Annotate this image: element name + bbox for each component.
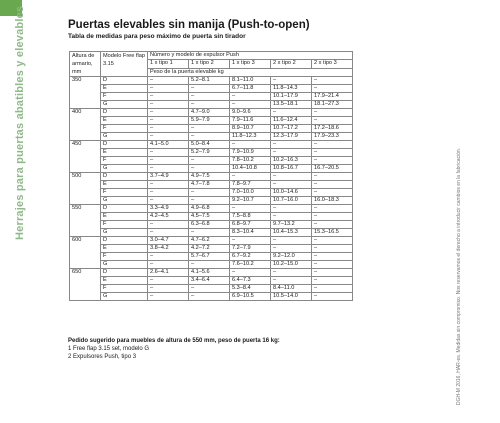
model-cell: F bbox=[101, 189, 148, 197]
table-row bbox=[70, 269, 353, 277]
order-suggestion-line: 2 Expulsores Push, tipo 3 bbox=[68, 354, 137, 360]
weight-cell: – bbox=[148, 229, 189, 237]
weight-cell: – bbox=[312, 77, 353, 85]
weight-cell: – bbox=[271, 277, 312, 285]
weight-cell: 17.9–21.4 bbox=[312, 93, 353, 101]
weight-cell: 4.7–7.8 bbox=[189, 181, 230, 189]
weight-cell: – bbox=[148, 181, 189, 189]
model-cell: E bbox=[101, 85, 148, 93]
weight-cell: – bbox=[189, 229, 230, 237]
weight-cell: – bbox=[148, 109, 189, 117]
model-cell: F bbox=[101, 93, 148, 101]
model-cell: G bbox=[101, 133, 148, 141]
weight-cell: – bbox=[271, 245, 312, 253]
weight-cell: – bbox=[312, 85, 353, 93]
table-row bbox=[70, 237, 353, 245]
weight-cell: 7.9–10.9 bbox=[230, 149, 271, 157]
weight-cell: 10.7–17.2 bbox=[271, 125, 312, 133]
weight-cell: – bbox=[189, 157, 230, 165]
weight-cell: 4.5–7.5 bbox=[189, 213, 230, 221]
weight-cell: – bbox=[271, 213, 312, 221]
model-cell: D bbox=[101, 173, 148, 181]
cabinet-height-cell: 600 bbox=[70, 237, 101, 269]
weight-cell: – bbox=[148, 133, 189, 141]
model-cell: D bbox=[101, 109, 148, 117]
weight-cell: – bbox=[148, 221, 189, 229]
weight-cell: – bbox=[148, 101, 189, 109]
model-cell: E bbox=[101, 245, 148, 253]
model-cell: E bbox=[101, 213, 148, 221]
column-header: 2 x tipo 2 bbox=[271, 60, 312, 68]
cabinet-height-cell: 650 bbox=[70, 269, 101, 301]
table-row bbox=[70, 221, 353, 229]
weight-cell: – bbox=[230, 269, 271, 277]
page-subtitle: Tabla de medidas para peso máximo de puerta sin tirador bbox=[68, 33, 246, 40]
table-row bbox=[70, 85, 353, 93]
weight-cell: – bbox=[271, 237, 312, 245]
weight-cell: – bbox=[148, 77, 189, 85]
weight-cell: 17.2–18.6 bbox=[312, 125, 353, 133]
weight-cell: 2.6–4.1 bbox=[148, 269, 189, 277]
column-header: 2 x tipo 3 bbox=[312, 60, 353, 68]
model-cell: F bbox=[101, 285, 148, 293]
weight-cell: – bbox=[271, 109, 312, 117]
weight-cell: 6.8–9.7 bbox=[230, 221, 271, 229]
weight-cell: – bbox=[148, 149, 189, 157]
weight-cell: – bbox=[230, 101, 271, 109]
weight-cell: – bbox=[312, 285, 353, 293]
model-cell: D bbox=[101, 237, 148, 245]
weight-cell: 10.2–15.0 bbox=[271, 261, 312, 269]
weight-cell: – bbox=[148, 165, 189, 173]
weight-cell: 10.2–16.3 bbox=[271, 157, 312, 165]
table-row bbox=[70, 293, 353, 301]
weight-cell: 6.3–6.8 bbox=[189, 221, 230, 229]
weight-cell: 10.5–14.0 bbox=[271, 293, 312, 301]
header-altura: Altura de armario, mm bbox=[70, 52, 101, 77]
order-suggestion-line: 1 Free flap 3.15 set, modelo G bbox=[68, 346, 150, 352]
weight-cell: 3.7–4.9 bbox=[148, 173, 189, 181]
column-header: 1 x tipo 2 bbox=[189, 60, 230, 68]
page-title: Puertas elevables sin manija (Push-to-open) bbox=[68, 19, 310, 31]
cabinet-height-cell: 350 bbox=[70, 77, 101, 109]
table-row bbox=[70, 125, 353, 133]
weight-cell: – bbox=[312, 141, 353, 149]
weight-cell: 10.0–14.6 bbox=[271, 189, 312, 197]
weight-cell: – bbox=[312, 261, 353, 269]
weight-cell: – bbox=[148, 125, 189, 133]
weight-cell: 4.9–6.8 bbox=[189, 205, 230, 213]
weight-cell: – bbox=[230, 93, 271, 101]
order-suggestion bbox=[68, 337, 280, 361]
weight-cell: – bbox=[189, 85, 230, 93]
weight-cell: – bbox=[312, 109, 353, 117]
weight-cell: 6.7–9.2 bbox=[230, 253, 271, 261]
table-row bbox=[70, 213, 353, 221]
model-cell: E bbox=[101, 149, 148, 157]
table-row bbox=[70, 77, 353, 85]
model-cell: E bbox=[101, 117, 148, 125]
weight-cell: 4.9–7.5 bbox=[189, 173, 230, 181]
weight-cell: – bbox=[312, 293, 353, 301]
weight-cell: 11.8–14.3 bbox=[271, 85, 312, 93]
weight-cell: – bbox=[189, 261, 230, 269]
model-cell: G bbox=[101, 293, 148, 301]
weight-cell: – bbox=[271, 205, 312, 213]
table-row bbox=[70, 205, 353, 213]
weight-cell: – bbox=[312, 157, 353, 165]
weight-cell: 4.1–5.0 bbox=[148, 141, 189, 149]
table-row bbox=[70, 277, 353, 285]
weight-cell: – bbox=[148, 117, 189, 125]
weight-cell: 3.0–4.7 bbox=[148, 237, 189, 245]
weight-cell: 12.3–17.9 bbox=[271, 133, 312, 141]
model-cell: G bbox=[101, 261, 148, 269]
weight-cell: 9.2–12.0 bbox=[271, 253, 312, 261]
table-row bbox=[70, 133, 353, 141]
weight-cell: 3.4–6.4 bbox=[189, 277, 230, 285]
weight-cell: 18.1–27.3 bbox=[312, 101, 353, 109]
weight-cell: 10.4–10.8 bbox=[230, 165, 271, 173]
weight-cell: – bbox=[312, 237, 353, 245]
model-cell: E bbox=[101, 277, 148, 285]
table-row bbox=[70, 157, 353, 165]
model-cell: F bbox=[101, 125, 148, 133]
model-cell: G bbox=[101, 197, 148, 205]
weight-cell: – bbox=[271, 181, 312, 189]
weight-cell: – bbox=[189, 101, 230, 109]
weight-cell: 5.9–7.9 bbox=[189, 117, 230, 125]
weight-cell: – bbox=[271, 269, 312, 277]
weight-cell: 11.8–12.3 bbox=[230, 133, 271, 141]
weight-cell: 13.5–18.1 bbox=[271, 101, 312, 109]
cabinet-height-cell: 450 bbox=[70, 141, 101, 173]
legal-note: DGH-M 2016, HAR-es. Medidas sin compromiso. Nos reservamos el derecho a introducir cambios en la fabricación. bbox=[456, 147, 462, 405]
weight-cell: 6.4–7.3 bbox=[230, 277, 271, 285]
weight-cell: 9.7–13.2 bbox=[271, 221, 312, 229]
weight-cell: – bbox=[312, 213, 353, 221]
table-row bbox=[70, 189, 353, 197]
weight-cell: – bbox=[312, 221, 353, 229]
weight-cell: 9.2–10.7 bbox=[230, 197, 271, 205]
weight-cell: – bbox=[148, 189, 189, 197]
table-row bbox=[70, 149, 353, 157]
weight-cell: 3.8–4.2 bbox=[148, 245, 189, 253]
weight-cell: 8.4–11.0 bbox=[271, 285, 312, 293]
weight-cell: 11.6–12.4 bbox=[271, 117, 312, 125]
weight-cell: – bbox=[271, 77, 312, 85]
weight-cell: 4.7–6.2 bbox=[189, 237, 230, 245]
weight-cell: 15.3–16.5 bbox=[312, 229, 353, 237]
weight-cell: 7.5–8.8 bbox=[230, 213, 271, 221]
weight-cell: – bbox=[312, 189, 353, 197]
model-cell: G bbox=[101, 229, 148, 237]
weight-cell: – bbox=[271, 149, 312, 157]
weight-cell: – bbox=[148, 157, 189, 165]
model-cell: F bbox=[101, 221, 148, 229]
column-header: 1 x tipo 3 bbox=[230, 60, 271, 68]
model-cell: D bbox=[101, 205, 148, 213]
weight-cell: – bbox=[189, 197, 230, 205]
weight-cell: 8.3–10.4 bbox=[230, 229, 271, 237]
weight-cell: – bbox=[148, 293, 189, 301]
weight-cell: 7.2–7.9 bbox=[230, 245, 271, 253]
weight-cell: 16.0–18.3 bbox=[312, 197, 353, 205]
weight-cell: – bbox=[148, 277, 189, 285]
weight-cell: 7.8–9.7 bbox=[230, 181, 271, 189]
weight-cell: 8.1–11.0 bbox=[230, 77, 271, 85]
weight-cell: – bbox=[312, 253, 353, 261]
weight-cell: 8.9–10.7 bbox=[230, 125, 271, 133]
weight-cell: 3.3–4.9 bbox=[148, 205, 189, 213]
weight-cell: 5.3–8.4 bbox=[230, 285, 271, 293]
weight-cell: – bbox=[189, 93, 230, 101]
table-row bbox=[70, 173, 353, 181]
weight-cell: 4.1–5.6 bbox=[189, 269, 230, 277]
model-cell: E bbox=[101, 181, 148, 189]
table-row bbox=[70, 245, 353, 253]
weight-cell: 10.7–16.0 bbox=[271, 197, 312, 205]
model-cell: G bbox=[101, 101, 148, 109]
weight-cell: 5.2–8.1 bbox=[189, 77, 230, 85]
table-row bbox=[70, 101, 353, 109]
table-row bbox=[70, 181, 353, 189]
weight-cell: – bbox=[148, 285, 189, 293]
weight-cell: – bbox=[189, 133, 230, 141]
table-row bbox=[70, 141, 353, 149]
cabinet-height-cell: 400 bbox=[70, 109, 101, 141]
header-modelo: Modelo Free flap 3.15 bbox=[101, 52, 148, 77]
weight-cell: – bbox=[148, 197, 189, 205]
weight-cell: – bbox=[189, 285, 230, 293]
table-row bbox=[70, 285, 353, 293]
table-row bbox=[70, 165, 353, 173]
model-cell: D bbox=[101, 269, 148, 277]
model-cell: G bbox=[101, 165, 148, 173]
weight-cell: – bbox=[230, 173, 271, 181]
table-row bbox=[70, 229, 353, 237]
weight-cell: 10.4–15.3 bbox=[271, 229, 312, 237]
weight-cell: 6.7–11.8 bbox=[230, 85, 271, 93]
weight-cell: 16.7–20.5 bbox=[312, 165, 353, 173]
model-cell: F bbox=[101, 253, 148, 261]
weight-cell: 10.8–16.7 bbox=[271, 165, 312, 173]
weight-cell: 4.2–4.5 bbox=[148, 213, 189, 221]
weight-cell: – bbox=[312, 173, 353, 181]
weight-cell: – bbox=[189, 189, 230, 197]
table-row bbox=[70, 93, 353, 101]
model-cell: D bbox=[101, 141, 148, 149]
order-suggestion-title: Pedido sugerido para muebles de altura de 550 mm, peso de puerta 16 kg: bbox=[68, 338, 280, 344]
header-numero: Número y modelo de expulsor Push bbox=[148, 52, 353, 60]
weight-cell: – bbox=[312, 181, 353, 189]
weight-cell: – bbox=[148, 253, 189, 261]
header-peso: Peso de la puerta elevable kg bbox=[148, 68, 353, 76]
weight-cell: 7.9–11.6 bbox=[230, 117, 271, 125]
table-row bbox=[70, 253, 353, 261]
weight-table bbox=[69, 51, 353, 301]
weight-cell: – bbox=[230, 205, 271, 213]
weight-cell: 6.9–10.5 bbox=[230, 293, 271, 301]
cabinet-height-cell: 550 bbox=[70, 205, 101, 237]
weight-cell: – bbox=[312, 269, 353, 277]
table-row bbox=[70, 197, 353, 205]
weight-cell: – bbox=[312, 245, 353, 253]
weight-cell: 7.0–10.0 bbox=[230, 189, 271, 197]
weight-cell: 7.6–10.2 bbox=[230, 261, 271, 269]
weight-cell: 9.0–9.6 bbox=[230, 109, 271, 117]
weight-cell: – bbox=[312, 117, 353, 125]
weight-cell: – bbox=[312, 277, 353, 285]
side-section-title: Herrajes para puertas abatibles y elevables bbox=[14, 5, 26, 240]
table-row bbox=[70, 109, 353, 117]
weight-cell: 10.1–17.9 bbox=[271, 93, 312, 101]
weight-cell: – bbox=[230, 237, 271, 245]
table-row bbox=[70, 261, 353, 269]
weight-cell: – bbox=[312, 205, 353, 213]
weight-cell: – bbox=[148, 261, 189, 269]
weight-cell: 5.2–7.9 bbox=[189, 149, 230, 157]
model-cell: F bbox=[101, 157, 148, 165]
weight-cell: 17.9–23.3 bbox=[312, 133, 353, 141]
weight-cell: – bbox=[271, 141, 312, 149]
weight-cell: – bbox=[189, 125, 230, 133]
weight-cell: 5.7–6.7 bbox=[189, 253, 230, 261]
weight-cell: – bbox=[312, 149, 353, 157]
column-header: 1 x tipo 1 bbox=[148, 60, 189, 68]
cabinet-height-cell: 500 bbox=[70, 173, 101, 205]
table-row bbox=[70, 117, 353, 125]
weight-cell: – bbox=[189, 293, 230, 301]
weight-cell: – bbox=[148, 85, 189, 93]
weight-cell: – bbox=[189, 165, 230, 173]
weight-cell: – bbox=[148, 93, 189, 101]
table-header-row bbox=[70, 52, 353, 60]
weight-cell: 5.0–8.4 bbox=[189, 141, 230, 149]
model-cell: D bbox=[101, 77, 148, 85]
weight-cell: 4.2–7.2 bbox=[189, 245, 230, 253]
weight-cell: 4.7–9.0 bbox=[189, 109, 230, 117]
weight-cell: – bbox=[271, 173, 312, 181]
weight-cell: – bbox=[230, 141, 271, 149]
weight-cell: 7.8–10.2 bbox=[230, 157, 271, 165]
